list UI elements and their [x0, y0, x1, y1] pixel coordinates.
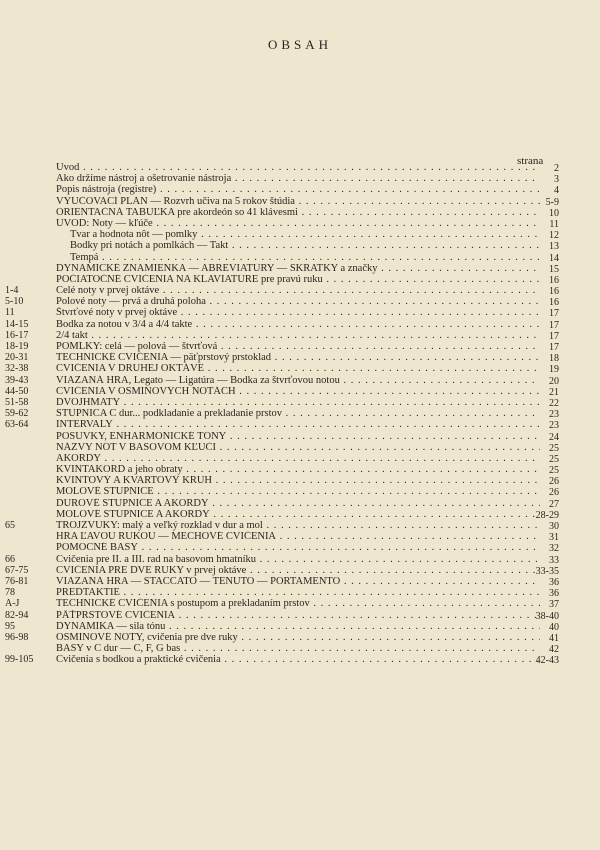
entry-title: BASY v C dur — C, F, G bas . . . — [56, 643, 540, 654]
page-number: 12 — [549, 230, 559, 242]
toc-entry — [0, 162, 600, 173]
entry-title: TECHNICKÉ CVIČENIA s postupom a prekladaním prstov . . . — [56, 598, 540, 609]
toc-entry — [0, 554, 600, 565]
exercise-number: 95 — [5, 620, 15, 632]
page-column-label: strana — [517, 155, 544, 167]
table-of-contents — [0, 162, 600, 665]
entry-title: ÚVOD: Noty — kľúče . . . — [56, 218, 540, 229]
page-number: 25 — [549, 465, 559, 477]
toc-entry — [0, 598, 600, 609]
toc-entry — [0, 196, 600, 207]
page-number: 3 — [554, 174, 559, 186]
toc-entry — [0, 498, 600, 509]
entry-title: POMLKY: celá — polová — štvrťová . . . — [56, 341, 540, 352]
page-number: 40 — [549, 621, 559, 633]
entry-title: DUROVÉ STUPNICE A AKORDY . . . — [56, 498, 540, 509]
page-number: 23 — [549, 409, 559, 421]
toc-entry — [0, 285, 600, 296]
entry-title: VYUČOVACÍ PLÁN — Rozvrh učiva na 5 rokov štúdia . . . — [56, 196, 540, 207]
page-number: 27 — [549, 498, 559, 510]
entry-title: ORIENTAČNÁ TABUĽKA pre akordeón so 41 klávesmi . . . — [56, 207, 540, 218]
entry-title: PÄŤPRSTOVÉ CVIČENIA . . . — [56, 610, 540, 621]
entry-title: OSMINOVÉ NOTY, cvičenia pre dve ruky . . . — [56, 632, 540, 643]
exercise-number: 67-75 — [5, 564, 29, 576]
page-number: 38-40 — [535, 610, 559, 622]
toc-entry — [0, 610, 600, 621]
toc-entry — [0, 621, 600, 632]
page-number: 26 — [549, 476, 559, 488]
entry-title: Polové noty — prvá a druhá poloha . . . — [56, 296, 540, 307]
exercise-number: 18-19 — [5, 341, 29, 352]
entry-title: Ako držíme nástroj a ošetrovanie nástroja . . . — [56, 173, 540, 184]
exercise-number: 20-31 — [5, 352, 29, 364]
toc-entry — [0, 464, 600, 475]
entry-title: Úvod . . . — [56, 162, 540, 173]
exercise-number: 63-64 — [5, 419, 29, 431]
page-number: 42 — [549, 644, 559, 656]
page-number: 15 — [549, 263, 559, 275]
entry-title: Cvičenia pre II. a III. rad na basovom hmatníku . . . — [56, 554, 540, 565]
page-number: 42-43 — [535, 655, 559, 667]
page-number: 17 — [549, 342, 559, 353]
toc-entry — [0, 363, 600, 374]
toc-entry — [0, 352, 600, 363]
toc-entry — [0, 442, 600, 453]
page-number: 36 — [549, 576, 559, 588]
toc-entry — [0, 475, 600, 486]
page-number: 25 — [549, 453, 559, 465]
entry-title: KVINTAKORD a jeho obraty . . . — [56, 464, 540, 475]
entry-title: KVINTOVÝ A KVARTOVÝ KRUH . . . — [56, 475, 540, 486]
exercise-number: 99-105 — [5, 654, 34, 666]
page-number: 2 — [554, 163, 559, 174]
page-number: 21 — [549, 386, 559, 398]
page-number: 19 — [549, 364, 559, 376]
entry-title: MOLOVÉ STUPNICE . . . — [56, 486, 540, 497]
toc-entry — [0, 542, 600, 553]
exercise-number: 16-17 — [5, 329, 29, 341]
entry-title: POSUVKY, ENHARMONICKÉ TÓNY . . . — [56, 431, 540, 442]
toc-entry — [0, 509, 600, 520]
toc-entry — [0, 252, 600, 263]
toc-entry — [0, 520, 600, 531]
page-number: 17 — [549, 319, 559, 331]
page-number: 17 — [549, 330, 559, 342]
toc-entry — [0, 307, 600, 318]
toc-entry — [0, 565, 600, 576]
page-number: 24 — [549, 431, 559, 443]
entry-title: Bodky pri notách a pomlkách — Takt . . . — [70, 240, 540, 251]
toc-entry — [0, 643, 600, 654]
entry-title: CVIČENIA V OSMINOVÝCH NOTÁCH . . . — [56, 386, 540, 397]
entry-title: Tempá . . . — [70, 252, 540, 263]
toc-entry — [0, 408, 600, 419]
entry-title: MOLOVÉ STUPNICE A AKORDY . . . — [56, 509, 540, 520]
toc-entry — [0, 341, 600, 352]
entry-title: PREDTAKTIE . . . — [56, 587, 540, 598]
entry-title: CVIČENIA V DRUHEJ OKTÁVE . . . — [56, 363, 540, 374]
page-number: 4 — [554, 185, 559, 197]
toc-entry — [0, 229, 600, 240]
page-number: 33-35 — [535, 565, 559, 577]
entry-title: Tvar a hodnota nôt — pomlky . . . — [70, 229, 540, 240]
exercise-number: 5-10 — [5, 296, 24, 308]
exercise-number: 1-4 — [5, 285, 19, 297]
toc-entry — [0, 431, 600, 442]
entry-title: AKORDY . . . — [56, 453, 540, 464]
page-number: 17 — [549, 308, 559, 320]
entry-title: DVOJHMATY . . . — [56, 397, 540, 408]
page-number: 18 — [549, 353, 559, 365]
toc-entry — [0, 397, 600, 408]
exercise-number: 96-98 — [5, 631, 29, 643]
toc-entry — [0, 296, 600, 307]
page-number: 33 — [549, 554, 559, 566]
entry-title: CVIČENIA PRE DVE RUKY v prvej oktáve . . . — [56, 565, 540, 576]
exercise-number: 76-81 — [5, 575, 29, 587]
toc-entry — [0, 486, 600, 497]
page-number: 25 — [549, 442, 559, 454]
page-number: 26 — [549, 487, 559, 499]
page-number: 36 — [549, 588, 559, 600]
exercise-number: 14-15 — [5, 318, 29, 330]
entry-title: Cvičenia s bodkou a praktické cvičenia . . . — [56, 654, 540, 665]
toc-entry — [0, 263, 600, 274]
page-number: 14 — [549, 252, 559, 264]
page-number: 28-29 — [535, 509, 559, 521]
entry-title: DYNAMICKÉ ZNAMIENKA — ABREVIATÚRY — SKRATKY a značky . . . — [56, 263, 540, 274]
page-number: 31 — [549, 532, 559, 544]
toc-entry — [0, 319, 600, 330]
entry-title: Štvrťové noty v prvej oktáve . . . — [56, 307, 540, 318]
toc-entry — [0, 576, 600, 587]
exercise-number: 65 — [5, 520, 15, 531]
toc-entry — [0, 632, 600, 643]
toc-entry — [0, 330, 600, 341]
page-title: OBSAH — [267, 37, 333, 52]
page-number: 23 — [549, 420, 559, 432]
toc-entry — [0, 375, 600, 386]
entry-title: TECHNICKÉ CVIČENIA — päťprstový prstoklad . . . — [56, 352, 540, 363]
page-number: 16 — [549, 286, 559, 298]
page-number: 37 — [549, 599, 559, 611]
entry-title: VIAZANÁ HRA, Legato — Ligatúra — Bodka za štvrťovou notou . . . — [56, 375, 540, 386]
page-number: 20 — [549, 375, 559, 387]
toc-entry — [0, 207, 600, 218]
entry-title: DYNAMIKA — sila tónu . . . — [56, 621, 540, 632]
toc-entry — [0, 419, 600, 430]
page-number: 11 — [549, 218, 559, 230]
exercise-number: 32-38 — [5, 363, 29, 375]
exercise-number: 11 — [5, 307, 15, 319]
entry-title: Bodka za notou v 3/4 a 4/4 takte . . . — [56, 319, 540, 330]
toc-entry — [0, 173, 600, 184]
page-number: 30 — [549, 521, 559, 532]
page-number: 13 — [549, 241, 559, 253]
exercise-number: 82-94 — [5, 609, 29, 621]
entry-title: POČIATOČNÉ CVIČENIA NA KLAVIATÚRE pre pravú ruku . . . — [56, 274, 540, 285]
page-number: 22 — [549, 397, 559, 409]
toc-entry — [0, 654, 600, 665]
exercise-number: 44-50 — [5, 385, 29, 397]
page-number: 10 — [549, 207, 559, 219]
toc-entry — [0, 240, 600, 251]
toc-entry — [0, 453, 600, 464]
entry-title: TROJZVUKY: malý a veľký rozklad v dur a mol . . . — [56, 520, 540, 531]
page-number: 32 — [549, 543, 559, 555]
exercise-number: A-J — [5, 598, 20, 610]
entry-title: INTERVALY . . . — [56, 419, 540, 430]
entry-title: POMOCNÉ BASY . . . — [56, 542, 540, 553]
entry-title: HRA ĽAVOU RUKOU — MECHOVÉ CVIČENIA . . . — [56, 531, 540, 542]
entry-title: 2/4 takt . . . — [56, 330, 540, 341]
exercise-number: 39-43 — [5, 374, 29, 386]
toc-entry — [0, 184, 600, 195]
exercise-number: 59-62 — [5, 408, 29, 420]
page-number: 5-9 — [545, 196, 559, 208]
toc-entry — [0, 587, 600, 598]
page-number: 16 — [549, 297, 559, 309]
toc-entry — [0, 386, 600, 397]
page-number: 41 — [549, 632, 559, 644]
page-number: 16 — [549, 274, 559, 286]
toc-entry — [0, 218, 600, 229]
exercise-number: 51-58 — [5, 396, 29, 408]
entry-title: NÁZVY NÔT V BASOVOM KĽÚČI . . . — [56, 442, 540, 453]
entry-title: VIAZANÁ HRA — STACCATO — TENUTO — PORTAMENTO . . . — [56, 576, 540, 587]
exercise-number: 78 — [5, 587, 15, 599]
toc-entry — [0, 531, 600, 542]
entry-title: Popis nástroja (registre) . . . — [56, 184, 540, 195]
exercise-number: 66 — [5, 553, 15, 565]
toc-entry — [0, 274, 600, 285]
entry-title: STUPNICA C dur... podkladanie a prekladanie prstov . . . — [56, 408, 540, 419]
entry-title: Celé noty v prvej oktáve . . . — [56, 285, 540, 296]
